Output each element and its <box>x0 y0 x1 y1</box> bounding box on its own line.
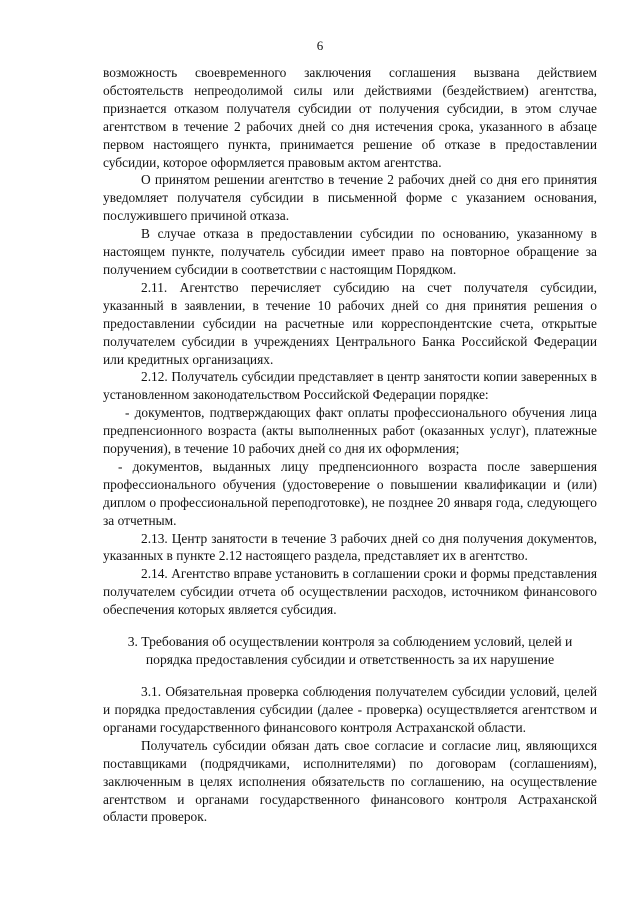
paragraph-continuation: возможность своевременного заключения соглашения вызвана действием обстоятельств непреодолимой силы или действиями (бездействием) агентства, признается отказом получателя субсидии от получения субсидии, в этом случае агентством в течение 2 рабочих дней со дня истечения срока, указанного в абзаце первом настоящего пункта, принимается решение об отказе в предоставлении субсидии, которое оформляется правовым актом агентства. <box>103 65 597 170</box>
document-body <box>103 64 597 826</box>
paragraph-2-14: 2.14. Агентство вправе установить в соглашении сроки и формы представления получателем субсидии отчета об осуществлении расходов, источником финансового обеспечения которых является субсидия. <box>103 566 597 618</box>
page-number: 6 <box>316 38 324 53</box>
section-3-heading: 3. Требования об осуществлении контроля за соблюдением условий, целей и порядка предоставления субсидии и ответственность за их нарушение <box>127 634 573 668</box>
paragraph-refusal-reapply: В случае отказа в предоставлении субсидии по основанию, указанному в настоящем пункте, получатель субсидии имеет право на повторное обращение за получением субсидии в соответствии с настоящим Порядком. <box>103 226 597 277</box>
paragraph-2-11: 2.11. Агентство перечисляет субсидию на счет получателя субсидии, указанный в заявлении, в течение 10 рабочих дней со дня принятия решения о предоставлении субсидии на расчетные или корреспондентские счета, открытые получателем субсидии в учреждениях Центрального Банка Российской Федерации или кредитных организациях. <box>103 279 597 367</box>
paragraph-2-12-item-1: - документов, подтверждающих факт оплаты профессионального обучения лица предпенсионного возраста (акты выполненных работ (оказанных услуг), платежные поручения), в течение 10 рабочих дней со дня их оформления; <box>103 405 597 457</box>
paragraph-2-13: 2.13. Центр занятости в течение 3 рабочих дней со дня получения документов, указанных в пункте 2.12 настоящего раздела, представляет их в агентство. <box>103 530 597 564</box>
paragraph-3-1: 3.1. Обязательная проверка соблюдения получателем субсидии условий, целей и порядка предоставления субсидии (далее - проверка) осуществляется агентством и органами государственного финансового контроля Астраханской области. <box>103 684 597 735</box>
paragraph-2-12-item-2: - документов, выданных лицу предпенсионного возраста после завершения профессионального обучения (удостоверение о повышении квалификации и (или) диплом о профессиональной переподготовке), не позднее 20 января года, следующего за отчетным. <box>103 458 597 528</box>
paragraph-2-12: 2.12. Получатель субсидии представляет в центр занятости копии заверенных в установленном законодательством Российской Федерации порядке: <box>103 369 597 403</box>
paragraph-decision-notice: О принятом решении агентство в течение 2 рабочих дней со дня его принятия уведомляет получателя субсидии в письменной форме с указанием основания, послужившего причиной отказа. <box>103 172 597 224</box>
paragraph-consent: Получатель субсидии обязан дать свое согласие и согласие лиц, являющихся поставщиками (подрядчиками, исполнителями) по договорам (соглашениям), заключенным в целях исполнения обязательств по соглашению, на осуществление агентством и органами государственного финансового контроля Астраханской области проверок. <box>103 737 597 825</box>
